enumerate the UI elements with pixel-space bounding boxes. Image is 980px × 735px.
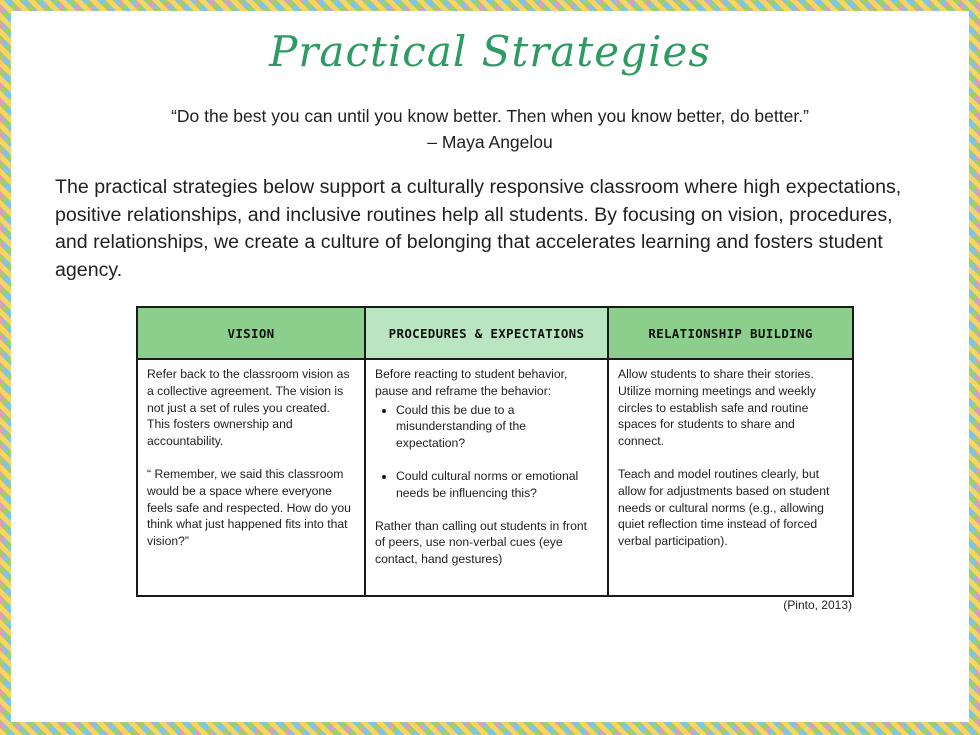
procedures-intro: Before reacting to student behavior, pause and reframe the behavior: xyxy=(375,367,568,398)
header-vision: VISION xyxy=(137,307,365,359)
page-title: Practical Strategies xyxy=(269,27,711,76)
table-row xyxy=(137,359,853,596)
content-sheet xyxy=(11,11,969,722)
cell-procedures xyxy=(365,359,608,596)
quote-attribution: – Maya Angelou xyxy=(427,132,553,152)
header-procedures: PROCEDURES & EXPECTATIONS xyxy=(365,307,608,359)
strategies-table xyxy=(136,306,854,597)
citation: (Pinto, 2013) xyxy=(783,598,852,612)
list-item: • Could this be due to a misunderstanding of the expectation? xyxy=(396,402,598,452)
quote-block xyxy=(11,103,969,155)
relationship-paragraph-2: Teach and model routines clearly, but allow for adjustments based on student needs or cultural norms (e.g., allowing quiet reflection time instead of forced verbal participation). xyxy=(618,466,830,549)
cell-relationship xyxy=(608,359,853,596)
procedures-bullet-list xyxy=(375,402,598,502)
vision-paragraph-2: “ Remember, we said this classroom would be a space where everyone feels safe and respected. How do you think what just happened fits into that vision?” xyxy=(147,466,351,549)
list-item: • Could cultural norms or emotional needs be influencing this? xyxy=(396,468,598,502)
table-header-row xyxy=(137,307,853,359)
relationship-paragraph-1: Allow students to share their stories. Utilize morning meetings and weekly circles to establish safe and routine spaces for students to share and connect. xyxy=(618,367,816,449)
vision-paragraph-1: Refer back to the classroom vision as a collective agreement. The vision is not just a set of rules you created. This fosters ownership and accountability. xyxy=(147,367,350,449)
procedures-after: Rather than calling out students in front of peers, use non-verbal cues (eye contact, hand gestures) xyxy=(375,518,588,567)
quote-text: “Do the best you can until you know better. Then when you know better, do better.” xyxy=(171,106,809,126)
intro-paragraph: The practical strategies below support a culturally responsive classroom where high expectations, positive relationships, and inclusive routines help all students. By focusing on vision, procedures, and relationships, we create a culture of belonging that accelerates learning and fosters student agency. xyxy=(55,176,902,281)
header-relationship: RELATIONSHIP BUILDING xyxy=(608,307,853,359)
cell-vision xyxy=(137,359,365,596)
